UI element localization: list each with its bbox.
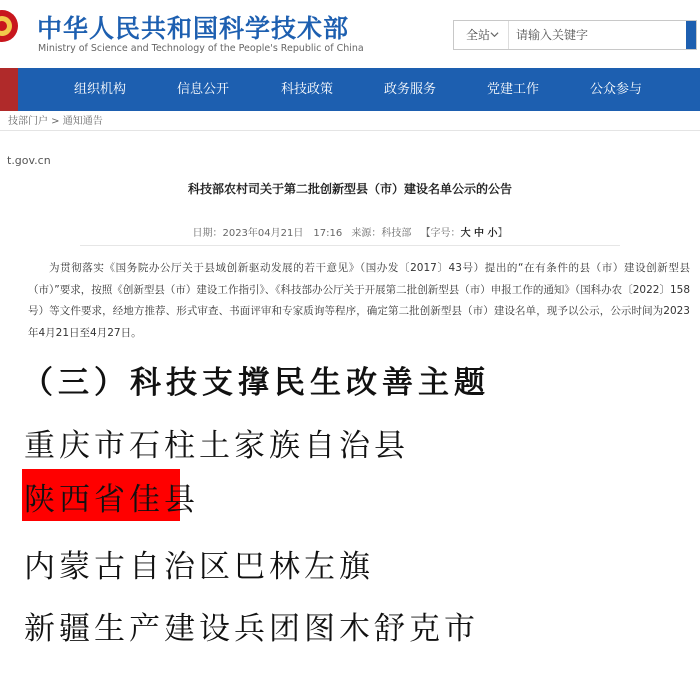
site-subtitle: Ministry of Science and Technology of the People's Republic of China xyxy=(38,43,364,54)
search-input[interactable]: 请输入关键字 xyxy=(516,28,589,42)
article-source: 来源：科技部 xyxy=(351,228,412,239)
site-header xyxy=(0,0,700,66)
article-meta xyxy=(0,224,700,239)
divider xyxy=(80,245,620,246)
nav-item-sci-tech-policy[interactable]: 科技政策 xyxy=(281,82,334,97)
county-item: 内蒙古自治区巴林左旗 xyxy=(24,549,374,585)
article-title: 科技部农村司关于第二批创新型县（市）建设名单公示的公告 xyxy=(187,182,512,196)
nav-item-organization[interactable]: 组织机构 xyxy=(74,82,127,97)
nav-item-info-disclosure[interactable]: 信息公开 xyxy=(177,82,230,97)
search-scope-label: 全站 xyxy=(466,28,491,42)
nav-item-public-participation[interactable]: 公众参与 xyxy=(590,82,643,97)
domain-text: t.gov.cn xyxy=(7,154,51,167)
breadcrumb[interactable]: 技部门户 > 通知通告 xyxy=(8,116,103,127)
main-nav xyxy=(0,68,700,111)
font-size-close: 】 xyxy=(497,228,508,239)
search-button[interactable] xyxy=(686,21,696,49)
search-bar xyxy=(453,20,697,50)
font-size-control xyxy=(421,228,508,239)
chevron-down-icon xyxy=(490,30,499,39)
theme-heading: （三）科技支撑民生改善主题 xyxy=(22,365,490,401)
county-item: 新疆生产建设兵团图木舒克市 xyxy=(24,611,479,647)
divider xyxy=(0,130,700,131)
article-date: 日期：2023年04月21日 17:16 xyxy=(192,228,343,239)
font-size-options[interactable]: 大 中 小 xyxy=(460,228,498,239)
article-paragraph: 为贯彻落实《国务院办公厅关于县域创新驱动发展的若干意见》（国办发〔2017〕43号）提出的“在有条件的县（市）建设创新型县（市）”要求，按照《创新型县（市）建设工作指引》、《科技部办公厅关于开展第二批创新型县（市）申报工作的通知》（国科办农〔2022〕158号）等文件要求，经地方推荐、形式审查、书面评审和专家质询等程序，确定第二批创新型县（市）建设名单，现予以公示，公示时间为2023年4月21日至4月27日。 xyxy=(28,262,690,339)
nav-home-tab[interactable] xyxy=(0,68,18,111)
site-title[interactable]: 中华人民共和国科学技术部 xyxy=(37,14,350,43)
national-emblem-icon xyxy=(0,4,20,54)
county-item: 重庆市石柱土家族自治县 xyxy=(24,428,409,464)
county-item-highlighted: 陕西省佳县 xyxy=(24,482,199,518)
font-size-label: 【字号： xyxy=(420,228,461,239)
search-scope-select[interactable] xyxy=(454,21,509,49)
nav-item-party-building[interactable]: 党建工作 xyxy=(487,82,540,97)
nav-item-gov-services[interactable]: 政务服务 xyxy=(384,82,437,97)
